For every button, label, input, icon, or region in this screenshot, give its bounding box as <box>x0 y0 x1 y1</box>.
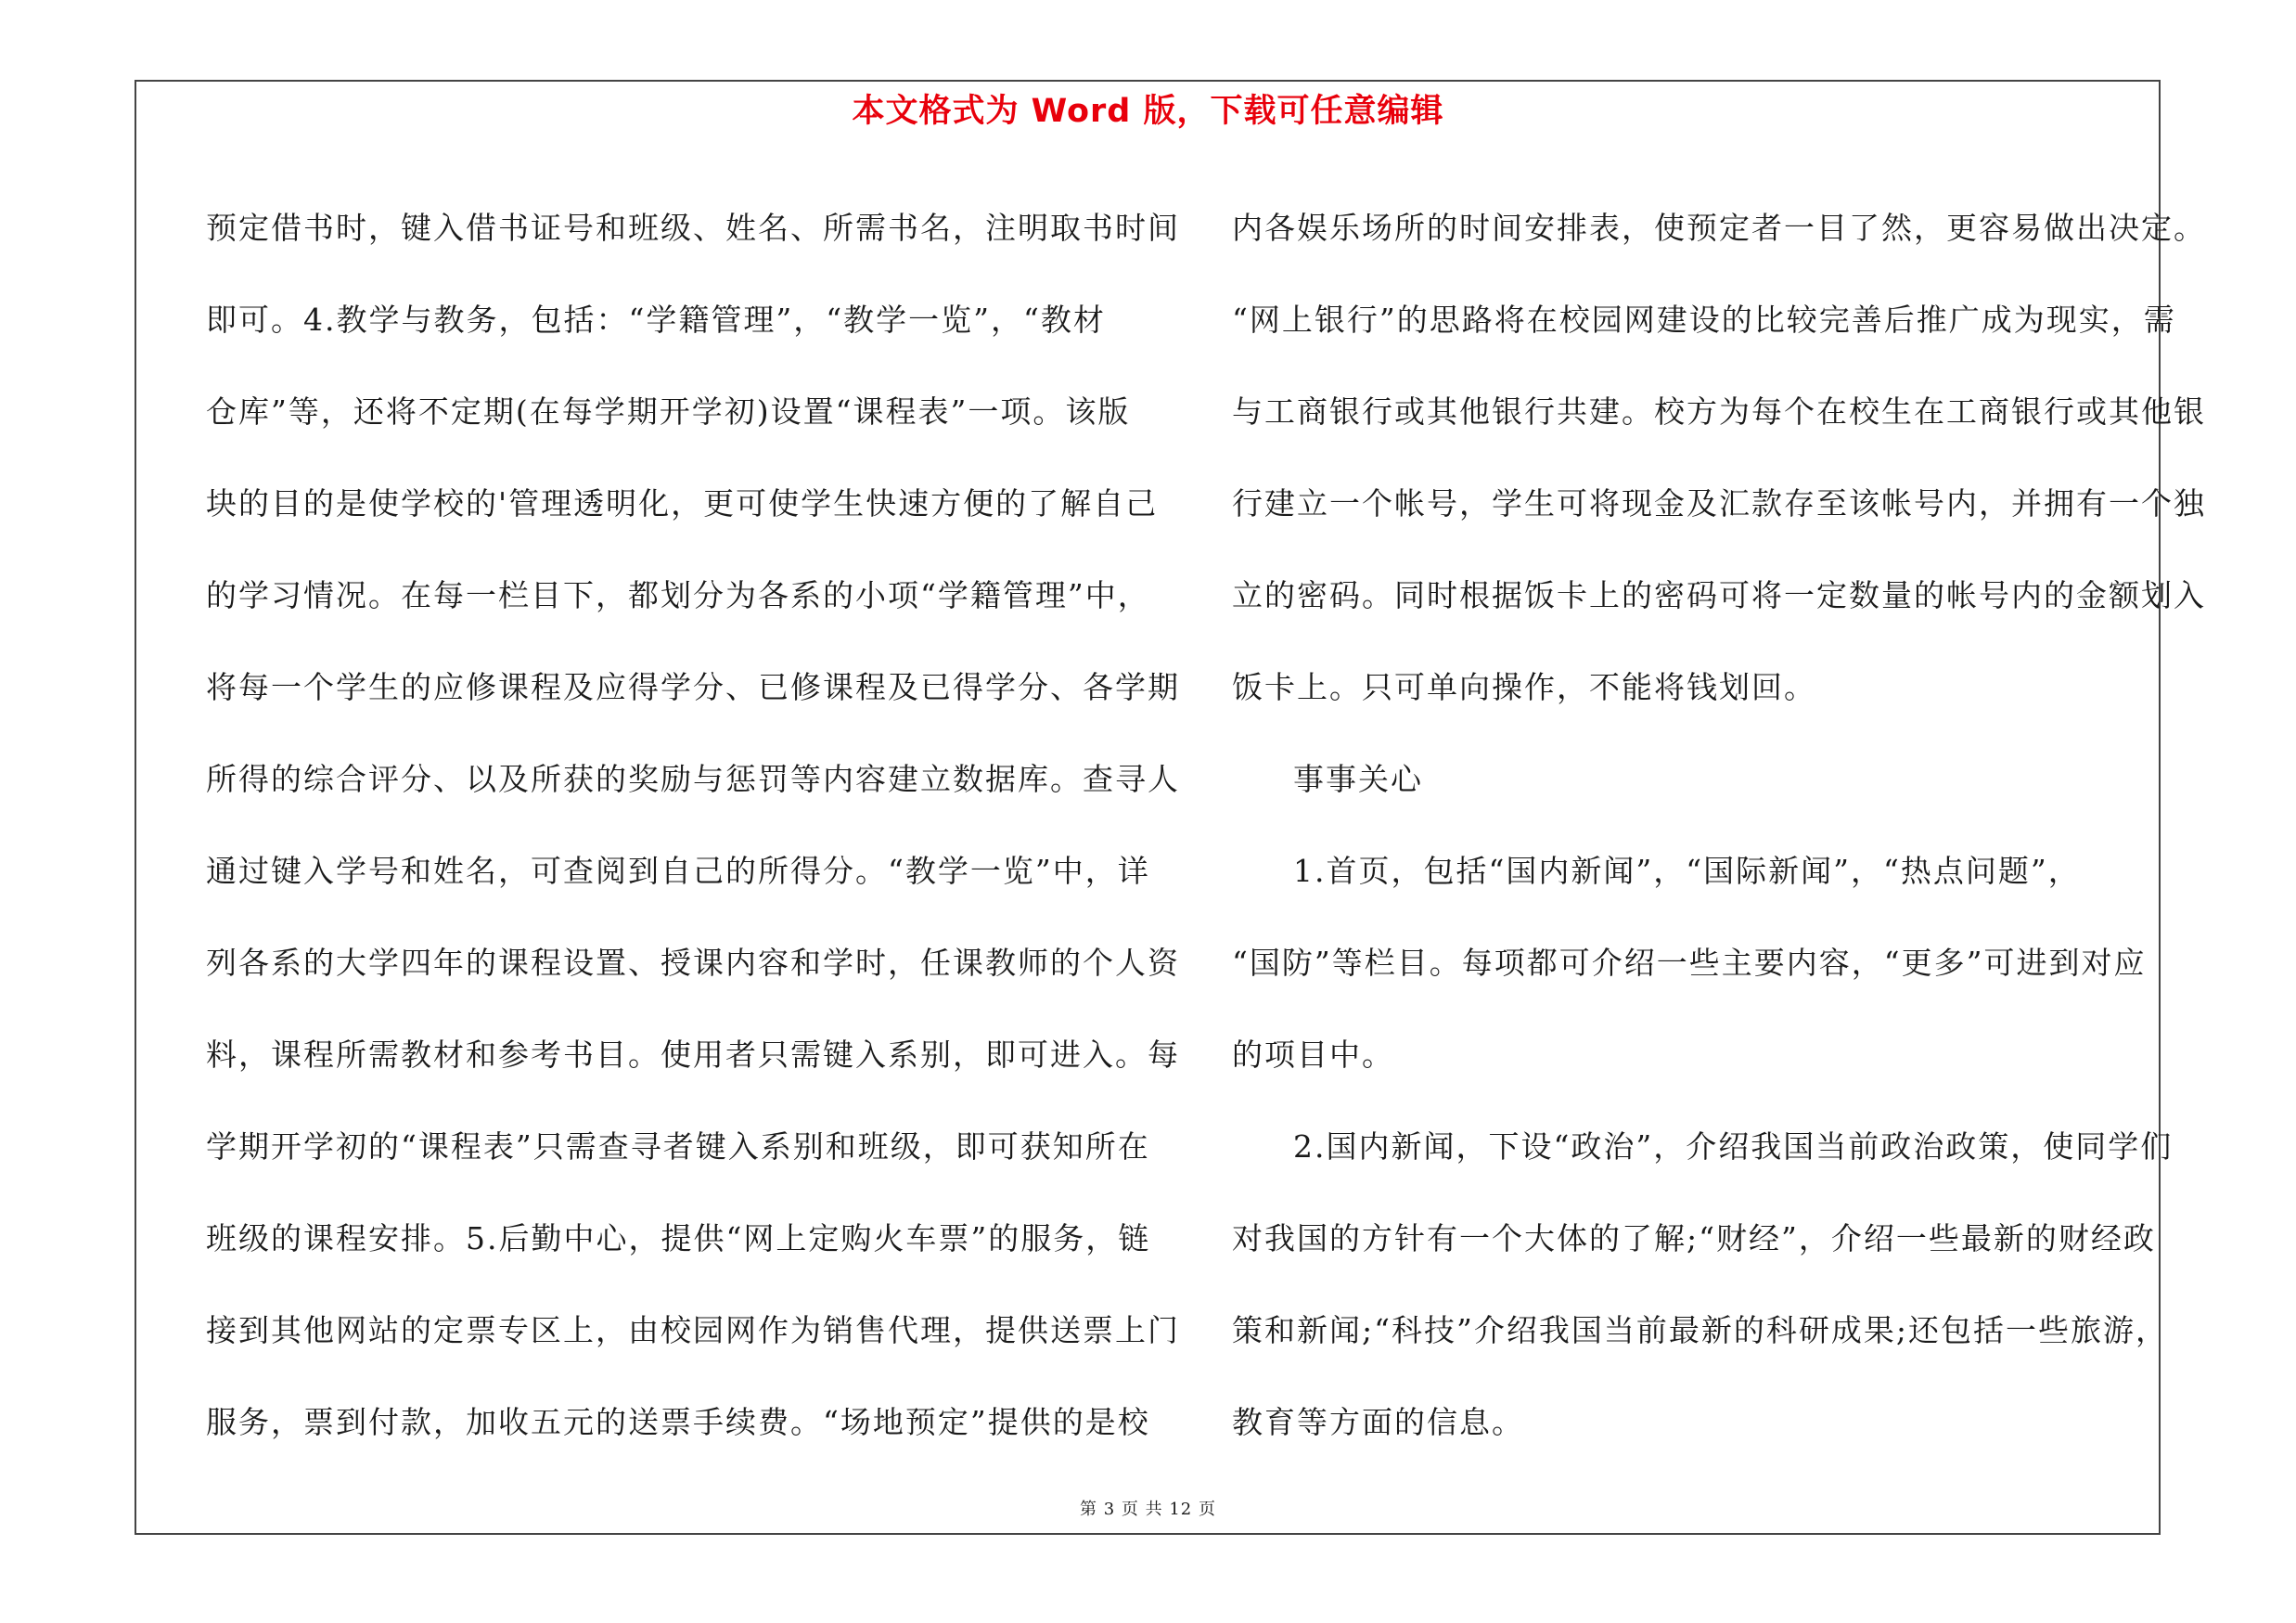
page-footer <box>0 1496 2296 1520</box>
text-line: 2.国内新闻，下设“政治”，介绍我国当前政治政策，使同学们 <box>1293 1128 2174 1165</box>
text-line: “国防”等栏目。每项都可介绍一些主要内容，“更多”可进到对应 <box>1232 945 2147 981</box>
page-number-label: 第 3 页 共 12 页 <box>1080 1500 1216 1519</box>
text-line: 所得的综合评分、以及所获的奖励与惩罚等内容建立数据库。查寻人 <box>206 761 1180 797</box>
text-line: 块的目的是使学校的'管理透明化，更可使学生快速方便的了解自己 <box>206 485 1159 522</box>
banner-text: 本文格式为 Word 版，下载可任意编辑 <box>852 93 1444 130</box>
text-line: 饭卡上。只可单向操作，不能将钱划回。 <box>1232 669 1816 705</box>
text-line: 立的密码。同时根据饭卡上的密码可将一定数量的帐号内的金额划入 <box>1232 577 2206 613</box>
text-line: “网上银行”的思路将在校园网建设的比较完善后推广成为现实，需 <box>1232 302 2176 338</box>
text-line: 即可。4.教学与教务，包括：“学籍管理”，“教学一览”，“教材 <box>206 302 1106 338</box>
text-line: 1.首页，包括“国内新闻”，“国际新闻”，“热点问题”， <box>1293 853 2081 889</box>
text-line: 行建立一个帐号，学生可将现金及汇款存至该帐号内，并拥有一个独 <box>1232 485 2206 522</box>
text-line: 教育等方面的信息。 <box>1232 1404 1524 1440</box>
section-heading: 事事关心 <box>1293 761 1423 797</box>
text-line: 服务，票到付款，加收五元的送票手续费。“场地预定”提供的是校 <box>206 1404 1150 1440</box>
text-line: 学期开学初的“课程表”只需查寻者键入系别和班级，即可获知所在 <box>206 1128 1150 1165</box>
right-text-column <box>1232 182 2206 1468</box>
text-line: 内各娱乐场所的时间安排表，使预定者一目了然，更容易做出决定。 <box>1232 210 2206 246</box>
text-line: 预定借书时，键入借书证号和班级、姓名、所需书名，注明取书时间 <box>206 210 1180 246</box>
text-line: 班级的课程安排。5.后勤中心，提供“网上定购火车票”的服务，链 <box>206 1220 1151 1256</box>
text-line: 与工商银行或其他银行共建。校方为每个在校生在工商银行或其他银 <box>1232 393 2206 430</box>
text-line: 将每一个学生的应修课程及应得学分、已修课程及已得学分、各学期 <box>206 669 1180 705</box>
text-line: 策和新闻;“科技”介绍我国当前最新的科研成果;还包括一些旅游， <box>1232 1312 2168 1348</box>
text-line: 通过键入学号和姓名，可查阅到自己的所得分。“教学一览”中，详 <box>206 853 1150 889</box>
text-line: 列各系的大学四年的课程设置、授课内容和学时，任课教师的个人资 <box>206 945 1180 981</box>
text-line: 仓库”等，还将不定期(在每学期开学初)设置“课程表”一项。该版 <box>206 393 1131 430</box>
text-line: 接到其他网站的定票专区上，由校园网作为销售代理，提供送票上门 <box>206 1312 1180 1348</box>
page-header-banner <box>0 85 2296 132</box>
text-line: 对我国的方针有一个大体的了解;“财经”，介绍一些最新的财经政 <box>1232 1220 2156 1256</box>
text-line: 的学习情况。在每一栏目下，都划分为各系的小项“学籍管理”中， <box>206 577 1150 613</box>
left-text-column <box>206 182 1180 1468</box>
text-line: 料，课程所需教材和参考书目。使用者只需键入系别，即可进入。每 <box>206 1037 1180 1073</box>
text-line: 的项目中。 <box>1232 1037 1394 1073</box>
